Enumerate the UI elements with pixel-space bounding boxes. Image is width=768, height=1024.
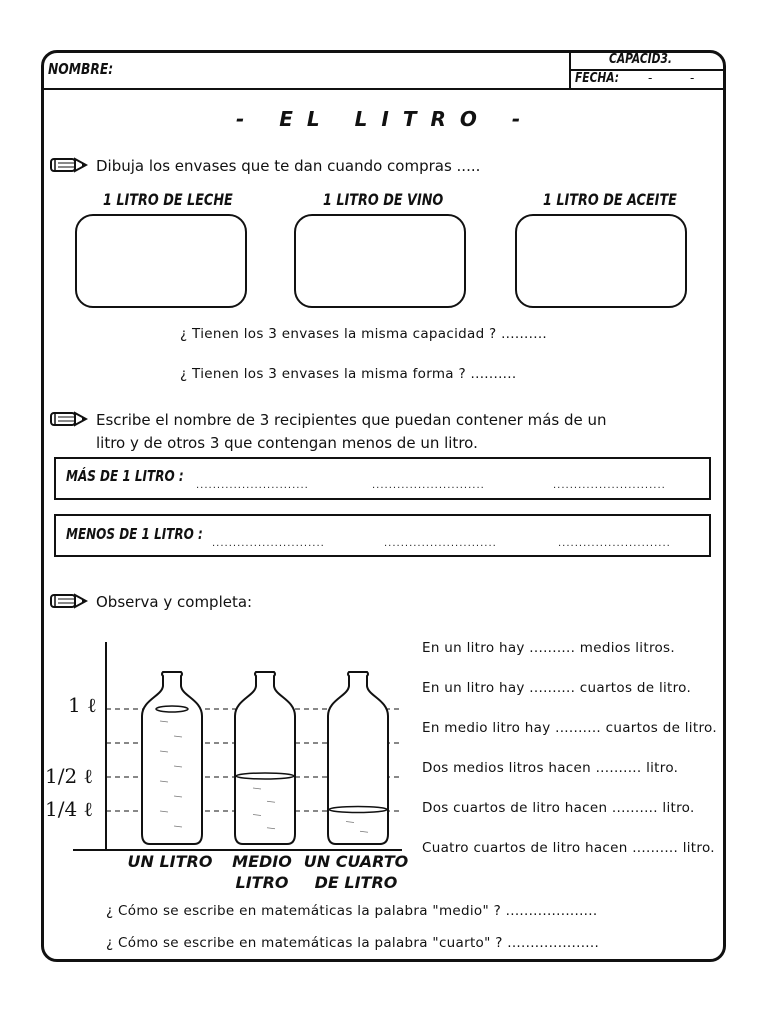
less-than-litre-label: MENOS DE 1 LITRO :: [66, 525, 203, 543]
bottle-label-line: UN CUARTO: [303, 852, 409, 871]
answer-blank[interactable]: ...........................: [212, 538, 325, 549]
bottle-outline: [142, 672, 202, 844]
bottle-outline: [235, 672, 295, 844]
fecha-label: FECHA:: [575, 71, 620, 86]
bottle-label-line: MEDIO: [232, 852, 292, 871]
bottle-outline: [328, 672, 388, 844]
drawing-box-aceite[interactable]: [515, 214, 687, 308]
pencil-icon: [50, 593, 88, 609]
drawing-box-vino[interactable]: [294, 214, 466, 308]
section3-instruction: Observa y completa:: [96, 593, 253, 611]
question-capacidad: ¿ Tienen los 3 envases la misma capacidad ? ..........: [180, 326, 548, 342]
drawing-box-leche[interactable]: [75, 214, 247, 308]
statement: Dos medios litros hacen .......... litro.: [422, 760, 679, 776]
pencil-icon: [50, 411, 88, 427]
bottle-label-un-cuarto: [300, 851, 412, 893]
fecha-separator: -: [648, 71, 653, 85]
bottles-diagram: [40, 638, 410, 858]
more-than-litre-label: MÁS DE 1 LITRO :: [66, 467, 184, 485]
scale-label-quarter-litre: 1/4 ℓ: [45, 797, 94, 821]
statement: Dos cuartos de litro hacen .......... litro.: [422, 800, 695, 816]
box-label-aceite: 1 LITRO DE ACEITE: [543, 190, 677, 209]
answer-blank[interactable]: ...........................: [553, 480, 666, 491]
answer-blank[interactable]: ...........................: [196, 480, 309, 491]
question-cuarto: ¿ Cómo se escribe en matemáticas la palabra "cuarto" ? ....................: [106, 935, 600, 951]
section2-instruction-line2: litro y de otros 3 que contengan menos de un litro.: [96, 434, 478, 452]
page-title: - EL LITRO -: [236, 107, 535, 131]
bottle-label-line: LITRO: [235, 873, 289, 892]
scale-label-one-litre: 1 ℓ: [68, 693, 97, 717]
section2-instruction-line1: Escribe el nombre de 3 recipientes que puedan contener más de un: [96, 411, 607, 429]
statement: En medio litro hay .......... cuartos de litro.: [422, 720, 717, 736]
bottle-label-line: UN LITRO: [127, 852, 213, 871]
statement: Cuatro cuartos de litro hacen .......... litro.: [422, 840, 715, 856]
scale-label-half-litre: 1/2 ℓ: [45, 764, 94, 788]
nombre-field[interactable]: [112, 80, 562, 81]
nombre-label: NOMBRE:: [48, 60, 114, 78]
answer-blank[interactable]: ...........................: [558, 538, 671, 549]
header-divider: [43, 88, 724, 90]
bottle-label-un-litro: [120, 851, 220, 872]
bottle-label-medio-litro: [212, 851, 312, 893]
answer-blank[interactable]: ...........................: [372, 480, 485, 491]
question-medio: ¿ Cómo se escribe en matemáticas la palabra "medio" ? ....................: [106, 903, 598, 919]
header-column-divider: [569, 52, 571, 89]
box-label-leche: 1 LITRO DE LECHE: [103, 190, 233, 209]
question-forma: ¿ Tienen los 3 envases la misma forma ? ..........: [180, 366, 517, 382]
statement: En un litro hay .......... medios litros.: [422, 640, 675, 656]
box-label-vino: 1 LITRO DE VINO: [323, 190, 444, 209]
bottle-label-line: DE LITRO: [314, 873, 398, 892]
fecha-separator: -: [690, 71, 695, 85]
subject-label: CAPACID3.: [609, 52, 672, 67]
statement: En un litro hay .......... cuartos de litro.: [422, 680, 692, 696]
answer-blank[interactable]: ...........................: [384, 538, 497, 549]
pencil-icon: [50, 157, 88, 173]
section1-instruction: Dibuja los envases que te dan cuando compras .....: [96, 157, 481, 175]
